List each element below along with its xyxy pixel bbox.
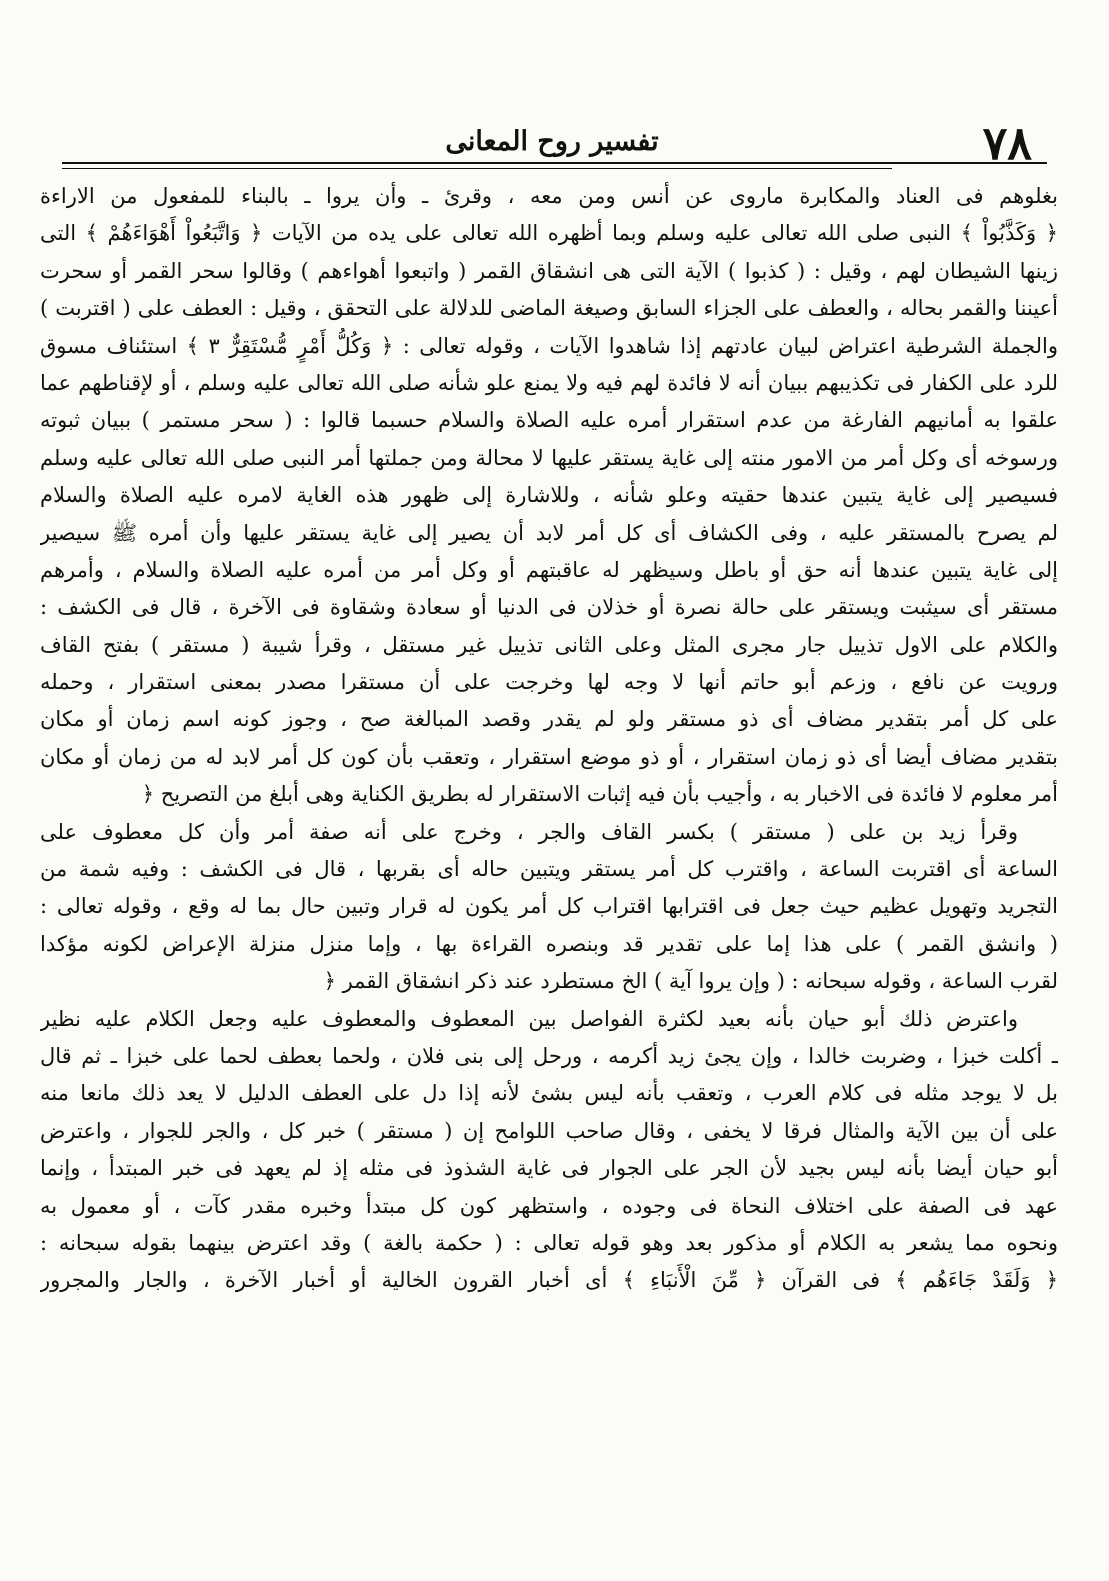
text-line: إلى غاية يتبين عندها أنه حق أو باطل وسيظهر له عاقبتهم أو وكل أمر من أمره عليه الصلاة والسلام ، وأمرهم — [40, 557, 1058, 582]
text-line: بل لا يوجد مثله فى كلام العرب ، وتعقب بأنه ليس بشئ لأنه إذا دل على العطف الدليل لا يعد ذلك مانعا منه — [40, 1081, 1058, 1106]
text-line: أبو حيان أيضا بأنه ليس بجيد لأن الجر على الجوار فى غاية الشذوذ فى مثله إذ لم يعهد فى خبر المبتدأ ، وإنما — [40, 1156, 1058, 1181]
text-body — [40, 178, 1058, 1300]
text-line: والكلام على الاول تذييل جار مجرى المثل وعلى الثانى تذييل غير مستقل ، وقرأ شيبة ( مستقر ) بفتح القاف — [40, 632, 1058, 657]
text-line: أعيننا والقمر بحاله ، والعطف على الجزاء السابق وصيغة الماضى للدلالة على التحقق ، وقيل : العطف على ( اقتربت ) — [40, 296, 1058, 321]
text-line: مستقر أى سيثبت ويستقر على حالة نصرة أو خذلان فى الدنيا أو سعادة وشقاوة فى الآخرة ، قال فى الكشف : — [40, 595, 1058, 620]
text-line: ورسوخه أى وكل أمر من الامور منته إلى غاية يستقر عليها لا محالة ومن جملتها أمر النبى صلى الله تعالى عليه وسلم — [40, 445, 1058, 470]
text-line: بغلوهم فى العناد والمكابرة ماروى عن أنس ومن معه ، وقرئ ـ وأن يروا ـ بالبناء للمفعول من الاراءة — [40, 184, 1058, 208]
text-line: ونحوه مما يشعر به الكلام أو مذكور بعد وهو قوله تعالى : ( حكمة بالغة ) وقد اعترض بينهما بقوله سبحانه : — [40, 1230, 1058, 1255]
text-line: ( وانشق القمر ) على هذا إما على تقدير قد وبنصره القراءة بها ، وإما منزل منزلة الإعراض لكونه مؤكدا — [40, 931, 1058, 956]
text-line: واعترض ذلك أبو حيان بأنه بعيد لكثرة الفواصل بين المعطوف والمعطوف عليه وجعل الكلام عليه نظير — [40, 1006, 1018, 1031]
text-line: على أن بين الآية والمثال فرقا لا يخفى ، وقال صاحب اللوامح إن ( مستقر ) خبر كل ، والجر للجوار ، واعترض — [40, 1118, 1058, 1143]
text-line: للرد على الكفار فى تكذيبهم ببيان أنه لا فائدة لهم فيه ولا يمنع علو شأنه صلى الله تعالى عليه وسلم ، أو لإقناطهم عما — [40, 370, 1058, 395]
text-line: والجملة الشرطية اعتراض لبيان عادتهم إذا شاهدوا الآيات ، وقوله تعالى : ﴿ وَكُلُّ أَمْرٍ مُّسْتَقِرٌّ ٣ ﴾ استئناف مسوق — [40, 333, 1058, 358]
text-line: علقوا به أمانيهم الفارغة من عدم استقرار أمره عليه الصلاة والسلام حسبما قالوا : ( سحر مستمر ) ببيان ثبوته — [40, 408, 1058, 433]
text-line: لقرب الساعة ، وقوله سبحانه : ( وإن يروا آية ) الخ مستطرد عند ذكر انشقاق القمر ﴿ — [323, 969, 1058, 994]
text-line: عهد فى الصفة على اختلاف النحاة فى وجوده ، واستظهر كون كل مبتدأ وخبره مقدر كآت ، أو معمول به — [40, 1193, 1058, 1218]
running-title: تفسير روح المعانى — [445, 126, 659, 157]
text-line: لم يصرح بالمستقر عليه ، وفى الكشاف أى كل أمر لابد أن يصير إلى غاية يستقر عليها وأن أمره ﷺ سيصير — [40, 520, 1058, 545]
text-line: ـ أكلت خبزا ، وضربت خالدا ، وإن يجئ زيد أكرمه ، ورحل إلى بنى فلان ، ولحما بعطف لحما على خبزا ـ ثم قال — [40, 1043, 1058, 1068]
text-line: على كل أمر بتقدير مضاف أى ذو مستقر ولو لم يقدر وقصد المبالغة صح ، وجوز كونه اسم زمان أو مكان — [40, 707, 1058, 732]
text-line: فسيصير إلى غاية يتبين عندها حقيته وعلو شأنه ، وللاشارة إلى ظهور هذه الغاية لامره عليه الصلاة والسلام — [40, 483, 1058, 508]
text-line: ورويت عن نافع ، وزعم أبو حاتم أنها لا وجه لها وخرجت على أن مستقرا مصدر بمعنى استقرار ، وحمله — [40, 670, 1058, 695]
text-line: وقرأ زيد بن على ( مستقر ) بكسر القاف والجر ، وخرج على أنه صفة أمر وأن كل معطوف على — [40, 819, 1018, 844]
text-line: الساعة أى اقتربت الساعة ، واقترب كل أمر يستقر ويتبين حاله أى بقربها ، قال فى الكشف : وفيه شمة من — [40, 857, 1058, 882]
text-line: بتقدير مضاف أيضا أى ذو زمان استقرار ، أو ذو موضع استقرار ، وتعقب بأن كون كل أمر لابد له من زمان أو مكان — [40, 744, 1058, 769]
page-number: ٧٨ — [982, 116, 1032, 170]
text-line: ﴿ وَلَقَدْ جَاءَهُم ﴾ فى القرآن ﴿ مِّنَ الْأَنبَاءِ ﴾ أى أخبار القرون الخالية أو أخبار الآخرة ، والجار والمجرور — [40, 1268, 1058, 1293]
text-line: التجريد وتهويل عظيم حيث جعل فى اقترابها اقتراب كل أمر يكون له قرار وتبين حال بما له وقع ، وقوله تعالى : — [40, 894, 1058, 919]
text-line: أمر معلوم لا فائدة فى الاخبار به ، وأجيب بأن فيه إثبات الاستقرار له بطريق الكناية وهى أبلغ من التصريح ﴿ — [141, 782, 1058, 807]
header-rule-thin — [62, 168, 892, 169]
text-line: زينها الشيطان لهم ، وقيل : ( كذبوا ) الآية التى هى انشقاق القمر ( واتبعوا أهواءهم ) وقالوا سحر القمر أو سحرت — [40, 258, 1058, 283]
page-header — [62, 118, 1042, 168]
header-rule — [62, 162, 1047, 164]
text-line: ﴿ وَكَذَّبُواْ ﴾ النبى صلى الله تعالى عليه وسلم وبما أظهره الله تعالى على يده من الآيات ﴿ وَاتَّبَعُواْ أَهْوَاءَهُمْ ﴾ التى — [40, 221, 1058, 246]
